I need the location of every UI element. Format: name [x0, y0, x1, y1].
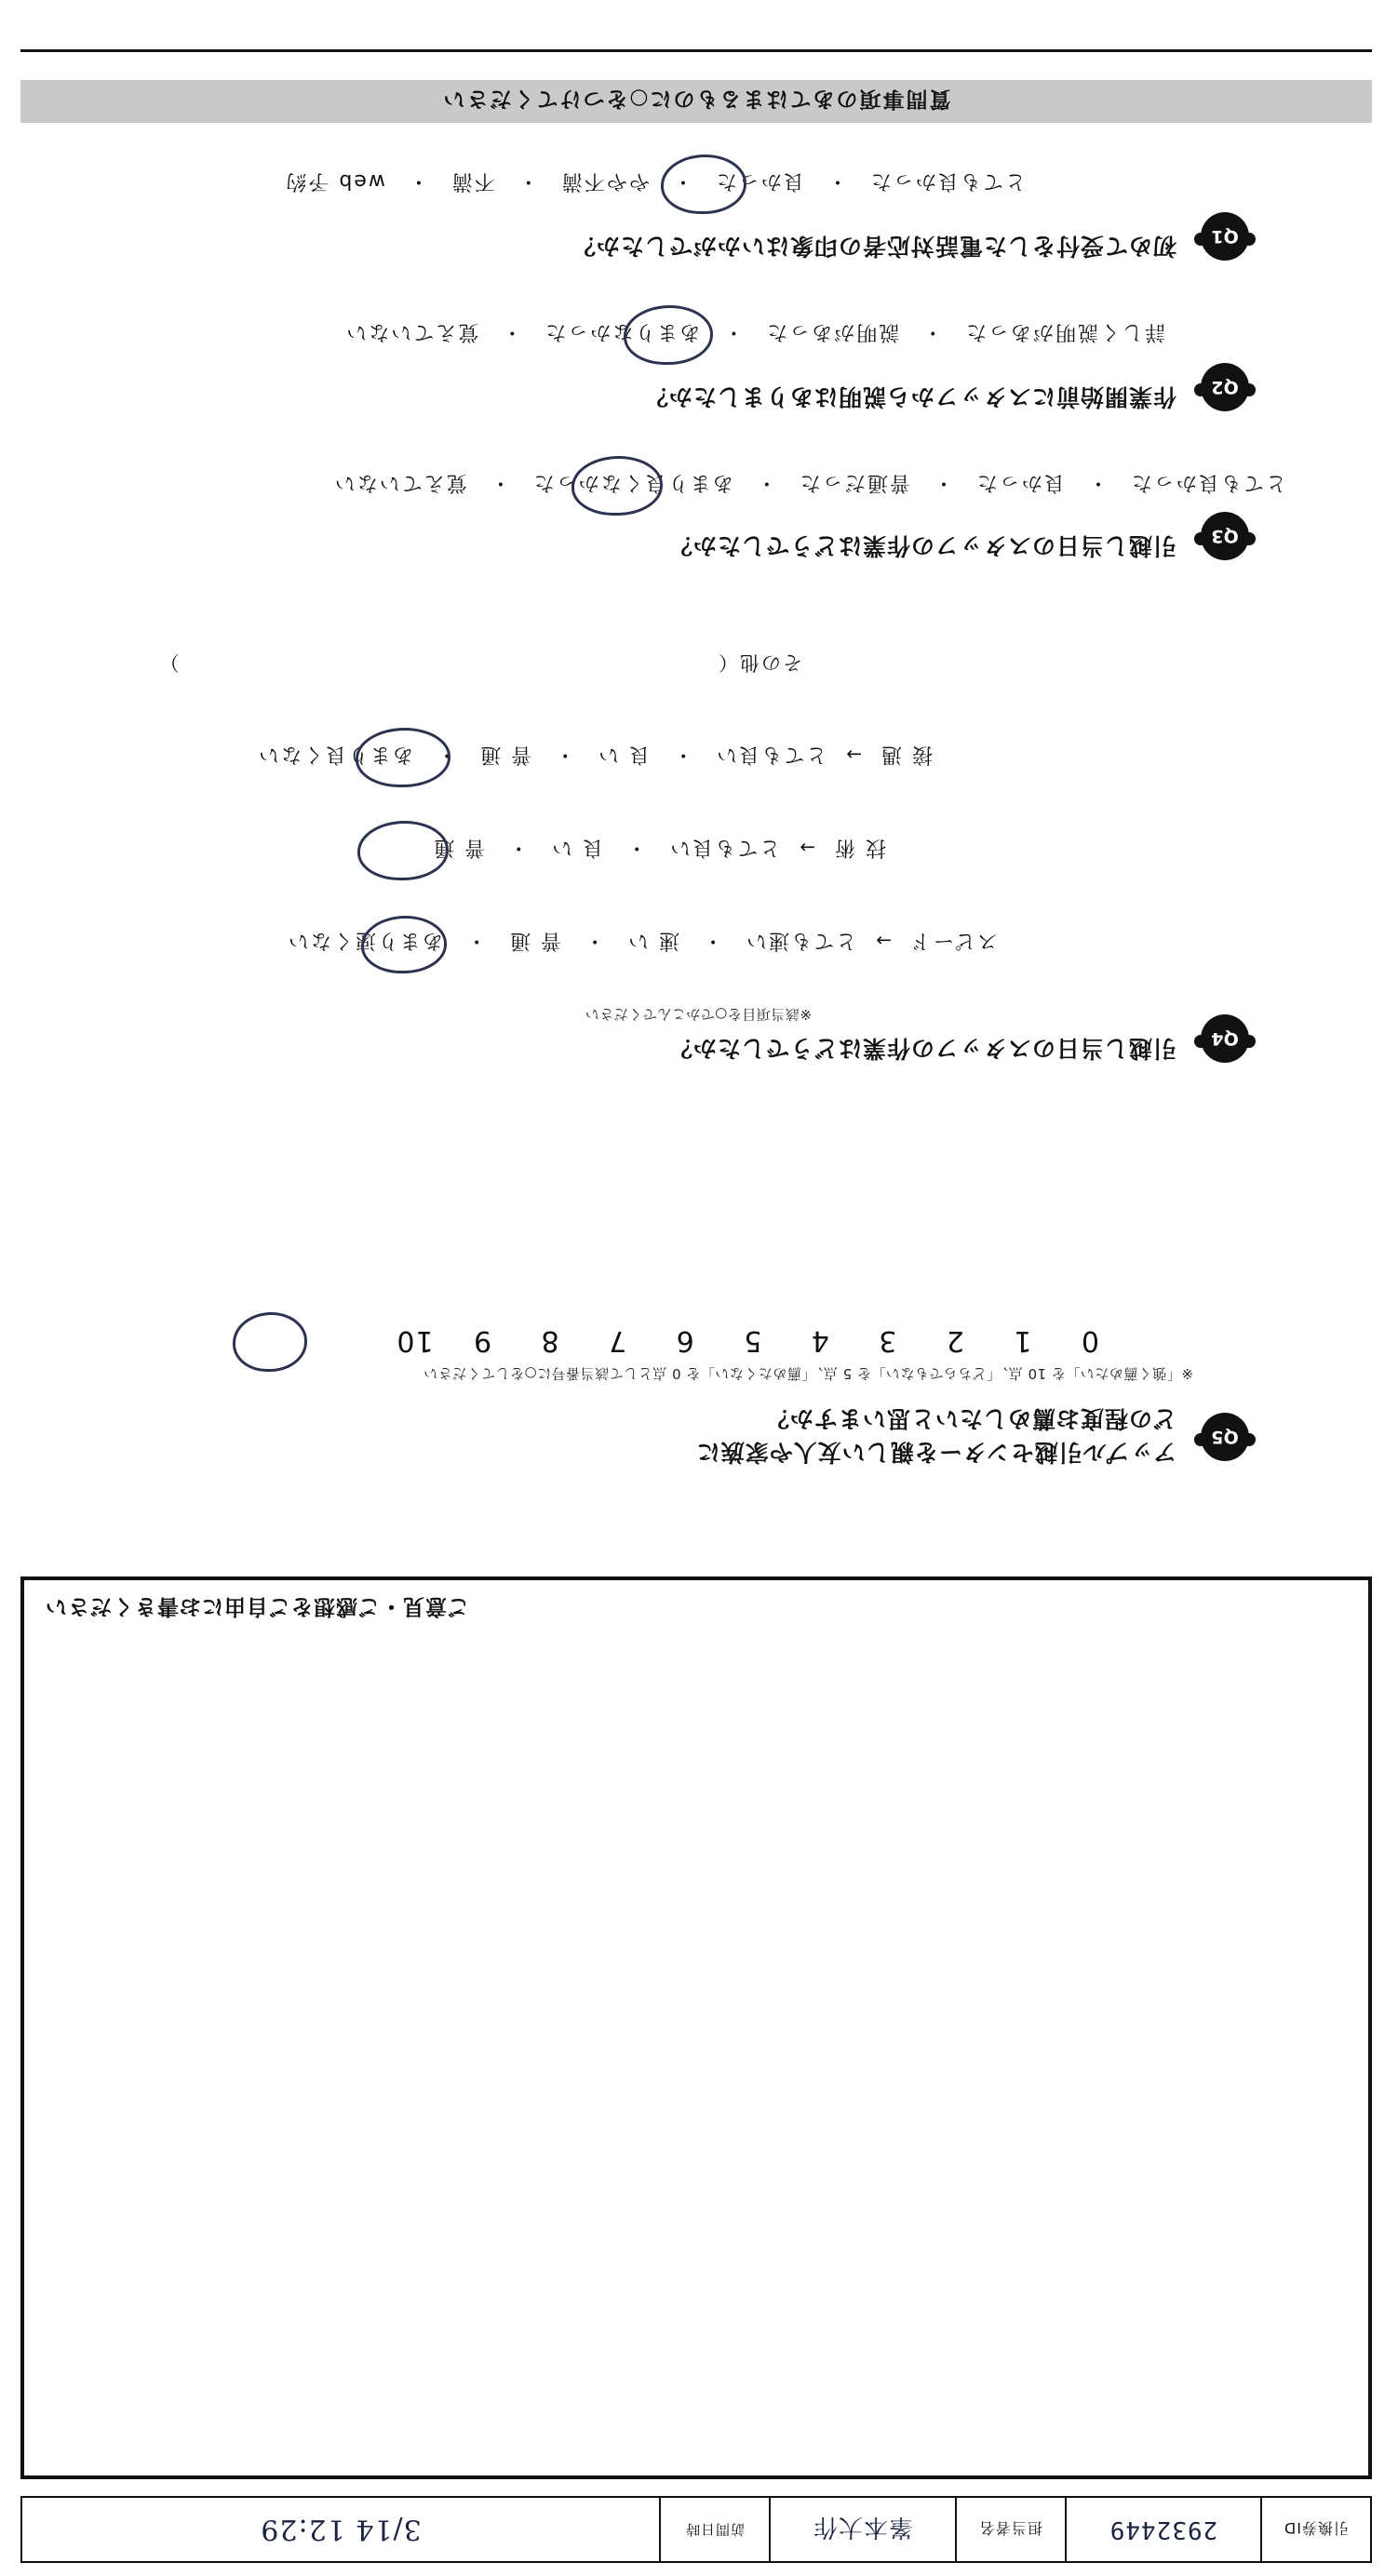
- q4-row-speed-label: スピード: [908, 929, 998, 952]
- q1-opt-4[interactable]: 不満: [450, 169, 495, 193]
- header-value-id-text: 2932449: [1109, 2516, 1218, 2543]
- separator: ・: [1085, 471, 1109, 494]
- q4-row-manner[interactable]: [257, 742, 933, 771]
- q3-number-badge: Q3: [1201, 512, 1249, 560]
- separator: ・: [506, 836, 530, 859]
- header-label-id: [1260, 2498, 1370, 2561]
- separator: ・: [625, 836, 648, 859]
- q5-text: アップル引越センターを親しい友人や家族に どの程度お薦めしたいと思いますか？: [695, 1404, 1176, 1466]
- section-banner-text: 質問事項のあてはまるものに○をつけてください: [441, 87, 951, 112]
- separator: ・: [516, 169, 539, 193]
- q4-number-badge: Q4: [1201, 1014, 1249, 1063]
- header-label-staff-text: 担当者名: [979, 2519, 1043, 2538]
- separator: ・: [553, 743, 576, 766]
- separator: ・: [825, 169, 848, 193]
- q5-scale-row[interactable]: [281, 1324, 1119, 1357]
- q5-scale-8[interactable]: 8: [540, 1324, 559, 1357]
- q2-opt-2[interactable]: 説明があった: [765, 320, 900, 343]
- q1-opt-1[interactable]: とても良かった: [868, 169, 1026, 193]
- header-value-id: [1065, 2498, 1260, 2561]
- q5-scale-5[interactable]: 5: [743, 1324, 762, 1357]
- q4-other-row[interactable]: [158, 650, 802, 678]
- header-label-visit: [659, 2498, 769, 2561]
- header-table: [20, 2496, 1372, 2563]
- q1-text: 初めて受付をした電話対応者の印象はいかがでしたか？: [571, 233, 1176, 260]
- header-value-staff: [769, 2498, 955, 2561]
- q3-text: 引越し当日のスタッフの作業はどうでしたか？: [667, 532, 1176, 559]
- header-value-staff-text: 峯本大作: [813, 2513, 914, 2542]
- q5-note: ※「強く薦めたい」を 10 点、「どちらでもない」を 5 点、「薦めたくない」を 0 点として該当番号に○をしてください: [423, 1365, 1193, 1382]
- separator: ・: [754, 471, 777, 494]
- q4-tech-opt-1[interactable]: とても良い: [668, 836, 781, 859]
- q4-speed-opt-1[interactable]: とても速い: [745, 929, 857, 952]
- q4-manner-opt-1[interactable]: とても良い: [715, 743, 827, 766]
- q5-number-badge: Q5: [1201, 1413, 1249, 1461]
- arrow-right-icon: →: [844, 744, 862, 766]
- q4-note: ※該当項目を○でかこんでください: [585, 1006, 812, 1023]
- q4-speed-opt-2[interactable]: 速 い: [626, 929, 680, 952]
- q5-scale-10[interactable]: 10: [396, 1324, 434, 1357]
- separator: ・: [464, 929, 488, 952]
- q4-other-label: その他（: [717, 651, 802, 674]
- q5-scale-4[interactable]: 4: [810, 1324, 829, 1357]
- q2-number-badge: Q2: [1201, 363, 1249, 411]
- q5-scale-9[interactable]: 9: [473, 1324, 492, 1357]
- q3-options[interactable]: [333, 470, 1286, 499]
- comment-box[interactable]: [20, 1576, 1372, 2479]
- header-label-visit-text: 訪問日時: [685, 2521, 746, 2539]
- header-label-staff: [955, 2498, 1065, 2561]
- q1-opt-2[interactable]: 良かった: [714, 169, 804, 193]
- q3-opt-5[interactable]: 覚えていない: [332, 471, 467, 494]
- comment-box-label: ご意見・ご感想をご自由にお書きください: [45, 1594, 469, 1618]
- q5-scale-3[interactable]: 3: [878, 1324, 897, 1357]
- separator: ・: [721, 320, 745, 343]
- q4-row-technique[interactable]: [432, 835, 886, 864]
- q4-speed-opt-3[interactable]: 普 通: [508, 929, 562, 952]
- separator: ・: [500, 320, 523, 343]
- q5-scale-2[interactable]: 2: [945, 1324, 964, 1357]
- header-label-id-text: 引換券ID: [1283, 2519, 1350, 2538]
- q3-opt-4[interactable]: あまり良くなかった: [531, 471, 733, 494]
- q4-other-close: ）: [157, 651, 180, 674]
- q4-row-speed[interactable]: [287, 928, 998, 957]
- section-banner: [20, 80, 1372, 123]
- separator: ・: [671, 743, 694, 766]
- arrow-right-icon: →: [798, 837, 815, 859]
- bottom-rule: [20, 49, 1372, 52]
- q4-row-technique-label: 技 術: [833, 836, 886, 859]
- q2-opt-1[interactable]: 詳しく説明があった: [964, 320, 1165, 343]
- q1-number-badge: Q1: [1201, 212, 1249, 261]
- q4-manner-opt-4[interactable]: あまり良くない: [257, 743, 414, 766]
- q3-opt-1[interactable]: とても良かった: [1129, 471, 1286, 494]
- separator: ・: [435, 743, 458, 766]
- q4-manner-opt-3[interactable]: 普 通: [478, 743, 532, 766]
- q2-opt-3[interactable]: あまりなかった: [544, 320, 701, 343]
- q2-text: 作業開始前にスタッフから説明はありましたか？: [643, 383, 1176, 410]
- q5-scale-0[interactable]: 0: [1080, 1324, 1100, 1357]
- q1-options[interactable]: [284, 168, 1026, 197]
- q5-scale-7[interactable]: 7: [608, 1324, 627, 1357]
- separator: ・: [670, 169, 693, 193]
- header-value-visit: [22, 2498, 659, 2561]
- q2-opt-4[interactable]: 覚えていない: [344, 320, 479, 343]
- separator: ・: [921, 320, 944, 343]
- q1-opt-3[interactable]: やや不満: [559, 169, 650, 193]
- separator: ・: [701, 929, 724, 952]
- q3-opt-3[interactable]: 普通だった: [798, 471, 910, 494]
- q1-opt-5[interactable]: web 予約: [284, 169, 385, 193]
- separator: ・: [406, 169, 429, 193]
- q4-speed-opt-4[interactable]: あまり速くない: [287, 929, 444, 952]
- q4-tech-opt-2[interactable]: 良 い: [550, 836, 604, 859]
- q4-row-manner-label: 接 遇: [880, 743, 933, 766]
- separator: ・: [583, 929, 606, 952]
- separator: ・: [488, 471, 511, 494]
- separator: ・: [931, 471, 954, 494]
- arrow-right-icon: →: [874, 930, 892, 952]
- q4-tech-opt-3[interactable]: 普 通: [432, 836, 486, 859]
- header-value-visit-text: 3/14 12:29: [260, 2513, 422, 2546]
- q4-text: 引越し当日のスタッフの作業はどうでしたか？: [667, 1035, 1176, 1062]
- q3-opt-2[interactable]: 良かった: [975, 471, 1065, 494]
- q2-options[interactable]: [344, 319, 1165, 348]
- q4-manner-opt-2[interactable]: 良 い: [597, 743, 651, 766]
- q5-scale-1[interactable]: 1: [1013, 1324, 1032, 1357]
- q5-scale-6[interactable]: 6: [675, 1324, 694, 1357]
